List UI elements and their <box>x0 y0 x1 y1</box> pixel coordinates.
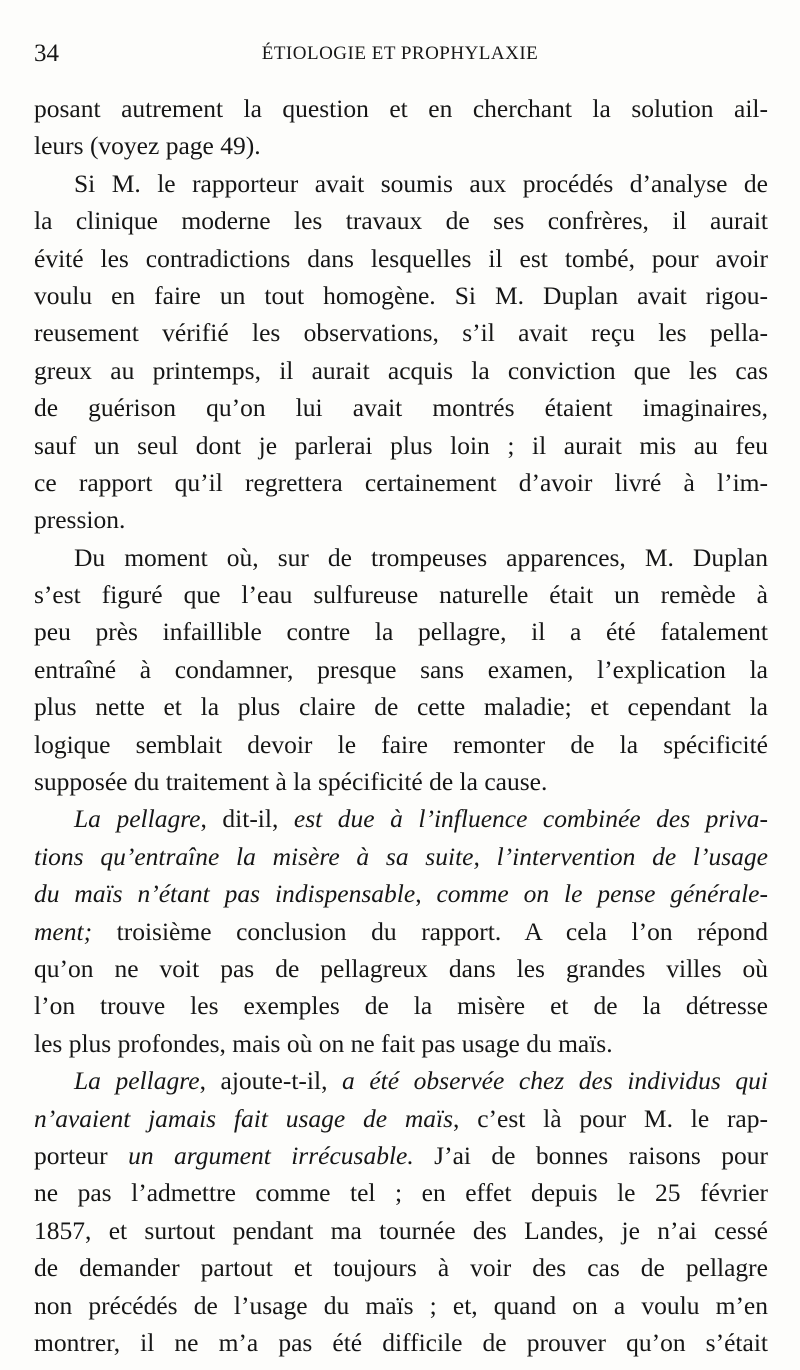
text-segment: voulu en faire un tout homogène. Si M. Duplan avait rigou- <box>34 280 768 310</box>
text-line <box>34 1249 768 1286</box>
text-segment: posant autrement la question et en cherchant la solution ail- <box>34 94 768 123</box>
text-segment: entraîné à condamner, presque sans examen, l’explication la <box>34 654 768 684</box>
text-segment: supposée du traitement à la spécificité de la cause. <box>34 767 548 797</box>
italic-text: La pellagre <box>74 1066 200 1096</box>
text-segment: , dit-il, <box>200 804 294 834</box>
text-line <box>34 576 768 613</box>
text-line <box>34 90 768 127</box>
body-text <box>34 90 768 1361</box>
text-line <box>34 501 768 538</box>
text-line <box>34 1287 768 1324</box>
text-line <box>34 1062 768 1099</box>
text-line <box>34 651 768 688</box>
running-head <box>34 40 766 70</box>
text-segment: reusement vérifié les observations, s’il avait reçu les pella- <box>34 318 768 348</box>
text-segment: J’ai de bonnes raisons pour <box>413 1140 768 1170</box>
text-segment: peu près infaillible contre la pellagre, il a été fatalement <box>34 617 768 647</box>
text-segment: sauf un seul dont je parlerai plus loin ; il aurait mis au feu <box>34 430 768 460</box>
text-segment: Du moment où, sur de trompeuses apparences, M. Duplan <box>74 542 768 572</box>
text-line <box>34 127 768 164</box>
text-line <box>34 726 768 763</box>
text-segment: , c’est là pour M. le rap- <box>453 1103 768 1133</box>
text-segment: ce rapport qu’il regrettera certainement d’avoir livré à l’im- <box>34 467 768 497</box>
text-segment: de demander partout et toujours à voir des cas de pellagre <box>34 1253 768 1283</box>
text-segment: qu’on ne voit pas de pellagreux dans les grandes villes où <box>34 953 768 983</box>
text-segment: porteur <box>34 1140 129 1170</box>
text-line <box>34 987 768 1024</box>
italic-text: tions qu’entraîne la misère à sa suite, l’intervention de l’usage <box>34 841 768 871</box>
text-line <box>34 314 768 351</box>
italic-text: n’avaient jamais fait usage de maïs <box>34 1103 454 1133</box>
text-segment: logique semblait devoir le faire remonter de la spécificité <box>34 729 768 759</box>
text-segment: troisième conclusion du rapport. A cela l’on répond <box>92 916 768 946</box>
text-line <box>34 1137 768 1174</box>
text-line <box>34 539 768 576</box>
text-segment: les plus profondes, mais où on ne fait pas usage du maïs. <box>34 1028 613 1058</box>
text-line <box>34 763 768 800</box>
text-segment: non précédés de l’usage du maïs ; et, quand on a voulu m’en <box>34 1290 768 1320</box>
text-line <box>34 464 768 501</box>
page-number: 34 <box>34 40 59 67</box>
text-line <box>34 240 768 277</box>
text-line <box>34 1212 768 1249</box>
text-line <box>34 1174 768 1211</box>
text-segment: évité les contradictions dans lesquelles il est tombé, pour avoir <box>34 243 768 273</box>
text-line <box>34 613 768 650</box>
italic-text: ment; <box>34 916 93 946</box>
text-segment: l’on trouve les exemples de la misère et de la détresse <box>34 991 768 1021</box>
text-segment: greux au printemps, il aurait acquis la conviction que les cas <box>34 355 768 385</box>
text-line <box>34 688 768 725</box>
text-segment: plus nette et la plus claire de cette maladie; et cependant la <box>34 692 768 722</box>
text-segment: ne pas l’admettre comme tel ; en effet depuis le 25 février <box>34 1178 768 1208</box>
text-line <box>34 427 768 464</box>
italic-text: est due à l’influence combinée des priva- <box>293 804 768 834</box>
text-line <box>34 838 768 875</box>
text-line <box>34 800 768 837</box>
text-line <box>34 277 768 314</box>
text-line <box>34 352 768 389</box>
italic-text: un argument irrécusable. <box>128 1140 414 1170</box>
italic-text: a été observée chez des individus qui <box>342 1066 768 1096</box>
text-segment: Si M. le rapporteur avait soumis aux procédés d’analyse de <box>74 168 768 198</box>
italic-text: La pellagre <box>74 804 201 834</box>
text-line <box>34 913 768 950</box>
italic-text: du maïs n’étant pas indispensable <box>34 879 416 909</box>
text-segment: pression. <box>34 505 126 535</box>
text-line <box>34 389 768 426</box>
text-segment: la clinique moderne les travaux de ses confrères, il aurait <box>34 206 768 236</box>
text-segment: 1857, et surtout pendant ma tournée des Landes, je n’ai cessé <box>34 1215 768 1245</box>
text-line <box>34 875 768 912</box>
text-segment: , <box>415 879 437 909</box>
text-line <box>34 165 768 202</box>
text-segment: , ajoute-t-il, <box>199 1066 343 1096</box>
text-line <box>34 1025 768 1062</box>
text-line <box>34 202 768 239</box>
text-segment: montrer, il ne m’a pas été difficile de prouver qu’on s’était <box>34 1327 768 1357</box>
text-segment: leurs (voyez page 49). <box>34 131 261 161</box>
text-line <box>34 1324 768 1361</box>
text-line <box>34 950 768 987</box>
text-segment: de guérison qu’on lui avait montrés étaient imaginaires, <box>34 393 768 423</box>
text-line <box>34 1100 768 1137</box>
running-title: ÉTIOLOGIE ET PROPHYLAXIE <box>261 43 539 64</box>
italic-text: comme on le pense générale- <box>436 879 768 909</box>
text-segment: s’est figuré que l’eau sulfureuse naturelle était un remède à <box>34 580 768 610</box>
